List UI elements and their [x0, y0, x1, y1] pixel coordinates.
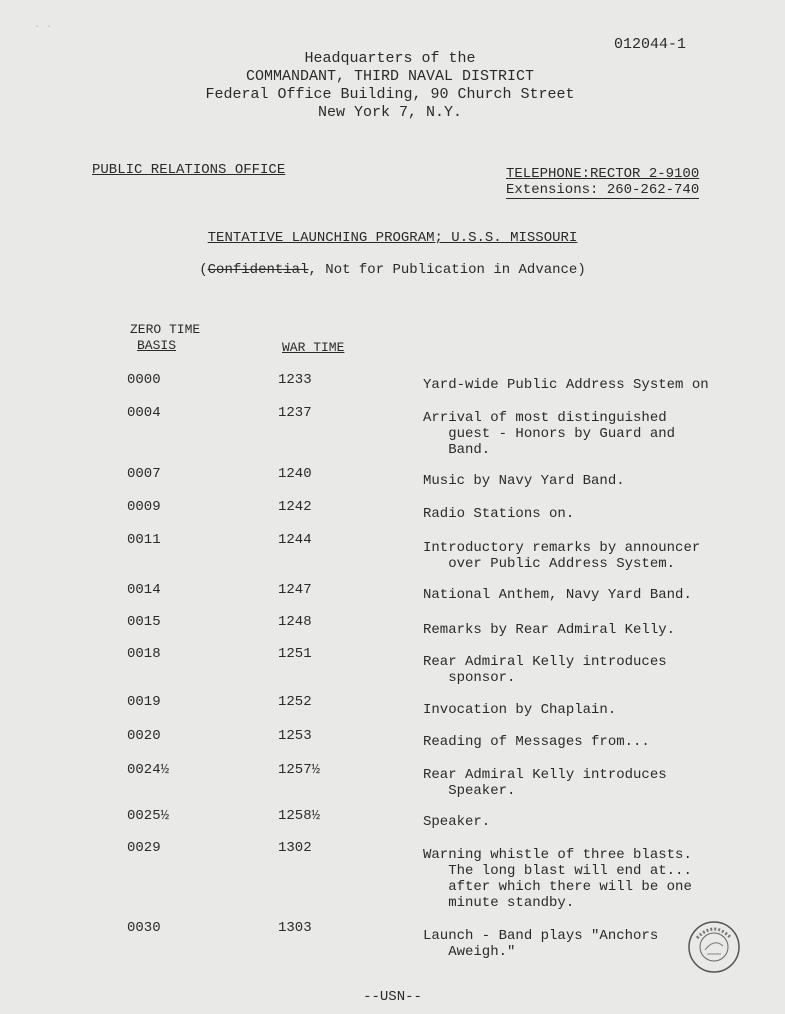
zero-time-cell: 0004 — [127, 405, 161, 421]
telephone-extensions: Extensions: 260-262-740 — [506, 182, 700, 198]
letterhead-line-1: Headquarters of the — [304, 50, 476, 67]
letterhead-line-3: Federal Office Building, 90 Church Street — [205, 86, 575, 103]
war-time-cell: 1237 — [278, 405, 312, 421]
war-time-cell: 1247 — [278, 582, 312, 598]
war-time-cell: 1244 — [278, 532, 312, 548]
document-title — [0, 230, 785, 246]
event-cell: Music by Navy Yard Band. — [423, 473, 625, 489]
zero-time-cell: 0019 — [127, 694, 161, 710]
war-time-cell: 1258½ — [278, 808, 321, 824]
event-cell: Invocation by Chaplain. — [423, 702, 617, 718]
column-header-war-time: WAR TIME — [282, 340, 345, 355]
event-cell: Warning whistle of three blasts. The long blast will end at... after which there will be one minute standby. — [423, 847, 692, 911]
zero-time-cell: 0018 — [127, 646, 161, 662]
subtitle-open: ( — [199, 262, 208, 278]
event-cell: Arrival of most distinguished guest - Honors by Guard and Band. — [423, 410, 676, 458]
document-title-text: TENTATIVE LAUNCHING PROGRAM; U.S.S. MISSOURI — [207, 230, 578, 246]
scan-smudge: · · — [34, 22, 53, 33]
war-time-cell: 1303 — [278, 920, 312, 936]
zero-time-cell: 0000 — [127, 372, 161, 388]
zero-time-cell: 0011 — [127, 532, 161, 548]
event-cell: Rear Admiral Kelly introduces sponsor. — [423, 654, 667, 686]
library-stamp-icon — [687, 920, 741, 974]
event-cell: National Anthem, Navy Yard Band. — [423, 587, 692, 603]
zero-time-cell: 0014 — [127, 582, 161, 598]
column-header-zero-line2: BASIS — [137, 338, 177, 353]
letterhead-line-4: New York 7, N.Y. — [317, 104, 463, 121]
subtitle-struck-word: Confidential — [207, 262, 309, 278]
zero-time-cell: 0007 — [127, 466, 161, 482]
event-cell: Launch - Band plays "Anchors Aweigh." — [423, 928, 659, 960]
zero-time-cell: 0030 — [127, 920, 161, 936]
letterhead-line-2: COMMANDANT, THIRD NAVAL DISTRICT — [245, 68, 535, 85]
zero-time-cell: 0015 — [127, 614, 161, 630]
zero-time-cell: 0025½ — [127, 808, 170, 824]
document-id: 012044-1 — [614, 36, 687, 53]
event-cell: Radio Stations on. — [423, 506, 575, 522]
war-time-cell: 1302 — [278, 840, 312, 856]
column-header-zero-time — [130, 322, 200, 354]
event-cell: Remarks by Rear Admiral Kelly. — [423, 622, 676, 638]
footer-mark: --USN-- — [363, 989, 422, 1005]
subtitle-rest: , Not for Publication in Advance) — [308, 262, 586, 278]
zero-time-cell: 0020 — [127, 728, 161, 744]
document-subtitle — [0, 262, 785, 278]
war-time-cell: 1242 — [278, 499, 312, 515]
office-name: PUBLIC RELATIONS OFFICE — [92, 162, 286, 178]
event-cell: Yard-wide Public Address System on — [423, 377, 709, 393]
telephone-number: TELEPHONE:RECTOR 2-9100 — [506, 166, 700, 182]
telephone-block — [506, 166, 699, 199]
war-time-cell: 1233 — [278, 372, 312, 388]
war-time-cell: 1240 — [278, 466, 312, 482]
zero-time-cell: 0029 — [127, 840, 161, 856]
war-time-cell: 1253 — [278, 728, 312, 744]
war-time-cell: 1252 — [278, 694, 312, 710]
war-time-cell: 1257½ — [278, 762, 321, 778]
event-cell: Speaker. — [423, 814, 491, 830]
column-header-zero-line1: ZERO TIME — [130, 322, 201, 337]
zero-time-cell: 0024½ — [127, 762, 170, 778]
letterhead — [0, 50, 785, 122]
event-cell: Reading of Messages from... — [423, 734, 650, 750]
event-cell: Introductory remarks by announcer over Public Address System. — [423, 540, 701, 572]
event-cell: Rear Admiral Kelly introduces Speaker. — [423, 767, 667, 799]
war-time-cell: 1251 — [278, 646, 312, 662]
war-time-cell: 1248 — [278, 614, 312, 630]
zero-time-cell: 0009 — [127, 499, 161, 515]
